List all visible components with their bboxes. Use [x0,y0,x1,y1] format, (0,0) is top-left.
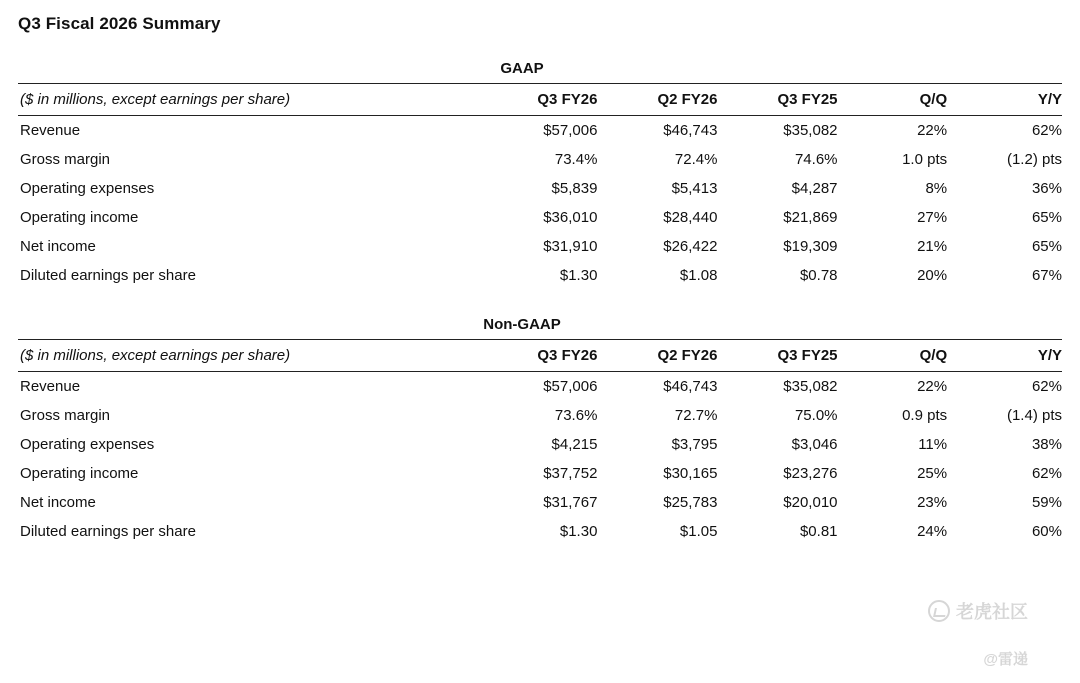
non-gaap-table [18,339,1062,546]
non-gaap-section-heading: Non-GAAP [483,316,561,333]
cell-q3fy25: $0.78 [799,267,838,284]
cell-q3fy26: $1.30 [559,267,598,284]
row-label: Gross margin [20,407,111,424]
cell-q3fy25: $0.81 [799,523,838,540]
non-gaap-unit-label: ($ in millions, except earnings per share) [18,340,477,372]
gaap-table-body [18,116,1062,291]
cell-q3fy25: $3,046 [791,436,838,453]
column-header-q2fy26: Q2 FY26 [597,340,717,372]
cell-yy: 62% [1031,378,1062,395]
table-row [18,232,1062,261]
row-label: Operating income [20,465,139,482]
cell-yy: 65% [1031,209,1062,226]
cell-q2fy26: $5,413 [671,180,718,197]
cell-qq: 11% [918,436,948,453]
tiger-logo-icon [928,600,950,622]
row-label: Operating expenses [20,436,155,453]
cell-yy: (1.2) pts [1006,151,1062,168]
cell-qq: 22% [917,122,948,139]
cell-q3fy25: $4,287 [791,180,838,197]
watermark-primary [928,598,1028,624]
table-row [18,145,1062,174]
cell-q3fy25: $21,869 [783,209,838,226]
cell-q2fy26: $46,743 [663,378,718,395]
cell-q3fy26: $31,767 [543,494,598,511]
gaap-table [18,83,1062,290]
table-row [18,401,1062,430]
cell-q3fy26: 73.4% [554,151,598,168]
cell-qq: 0.9 pts [902,407,948,424]
cell-q2fy26: $30,165 [663,465,718,482]
cell-q2fy26: $28,440 [663,209,718,226]
cell-q3fy26: $31,910 [543,238,598,255]
table-row [18,203,1062,232]
column-header-qq: Q/Q [838,84,948,116]
cell-qq: 22% [917,378,948,395]
cell-yy: 67% [1031,267,1062,284]
gaap-section-heading: GAAP [500,60,544,77]
table-row [18,430,1062,459]
row-label: Operating income [20,209,139,226]
row-label: Gross margin [20,151,111,168]
column-header-yy: Y/Y [947,340,1062,372]
table-row [18,459,1062,488]
cell-q2fy26: 72.7% [674,407,718,424]
cell-yy: 59% [1031,494,1062,511]
row-label: Diluted earnings per share [20,267,196,284]
table-row [18,517,1062,546]
cell-qq: 24% [917,523,948,540]
table-row [18,372,1062,402]
cell-q2fy26: $25,783 [663,494,718,511]
non-gaap-section [18,316,1062,546]
watermark-primary-text: 老虎社区 [956,602,1028,622]
column-header-q3fy25: Q3 FY25 [717,84,837,116]
gaap-section [18,60,1062,290]
column-header-q3fy25: Q3 FY25 [717,340,837,372]
cell-q3fy25: 74.6% [794,151,838,168]
cell-q3fy25: $23,276 [783,465,838,482]
cell-qq: 21% [917,238,948,255]
cell-qq: 8% [925,180,948,197]
row-label: Diluted earnings per share [20,523,196,540]
cell-q3fy26: $4,215 [551,436,598,453]
row-label: Net income [20,494,96,511]
column-header-q3fy26: Q3 FY26 [477,84,597,116]
row-label: Revenue [20,122,81,139]
cell-qq: 25% [917,465,948,482]
cell-q3fy26: $57,006 [543,122,598,139]
column-header-q2fy26: Q2 FY26 [597,84,717,116]
cell-q3fy25: $35,082 [783,122,838,139]
page-title: Q3 Fiscal 2026 Summary [18,14,221,33]
cell-q3fy26: $1.30 [559,523,598,540]
cell-yy: 38% [1031,436,1062,453]
cell-q3fy26: $5,839 [551,180,598,197]
cell-qq: 20% [917,267,948,284]
cell-yy: 36% [1031,180,1062,197]
row-label: Operating expenses [20,180,155,197]
cell-q3fy25: 75.0% [794,407,838,424]
table-header-row [18,84,1062,116]
cell-q2fy26: 72.4% [674,151,718,168]
gaap-table-header [18,84,1062,116]
column-header-yy: Y/Y [947,84,1062,116]
cell-q2fy26: $46,743 [663,122,718,139]
cell-q3fy26: $57,006 [543,378,598,395]
cell-q3fy25: $20,010 [783,494,838,511]
cell-q3fy26: $36,010 [543,209,598,226]
non-gaap-table-header [18,340,1062,372]
row-label: Net income [20,238,96,255]
cell-yy: 60% [1031,523,1062,540]
table-row [18,488,1062,517]
cell-q2fy26: $1.05 [679,523,718,540]
cell-yy: 62% [1031,465,1062,482]
cell-q3fy26: $37,752 [543,465,598,482]
gaap-unit-label: ($ in millions, except earnings per share) [18,84,477,116]
cell-yy: 62% [1031,122,1062,139]
row-label: Revenue [20,378,81,395]
column-header-q3fy26: Q3 FY26 [477,340,597,372]
cell-qq: 23% [917,494,948,511]
cell-qq: 27% [917,209,948,226]
table-row [18,261,1062,290]
non-gaap-table-body [18,372,1062,547]
cell-q3fy25: $19,309 [783,238,838,255]
table-header-row [18,340,1062,372]
cell-qq: 1.0 pts [902,151,948,168]
watermark-secondary: @雷递 [983,651,1028,668]
table-row [18,116,1062,146]
column-header-qq: Q/Q [838,340,948,372]
cell-q2fy26: $3,795 [671,436,718,453]
cell-q3fy25: $35,082 [783,378,838,395]
cell-q2fy26: $1.08 [679,267,718,284]
cell-yy: 65% [1031,238,1062,255]
cell-q3fy26: 73.6% [554,407,598,424]
cell-yy: (1.4) pts [1006,407,1062,424]
table-row [18,174,1062,203]
cell-q2fy26: $26,422 [663,238,718,255]
